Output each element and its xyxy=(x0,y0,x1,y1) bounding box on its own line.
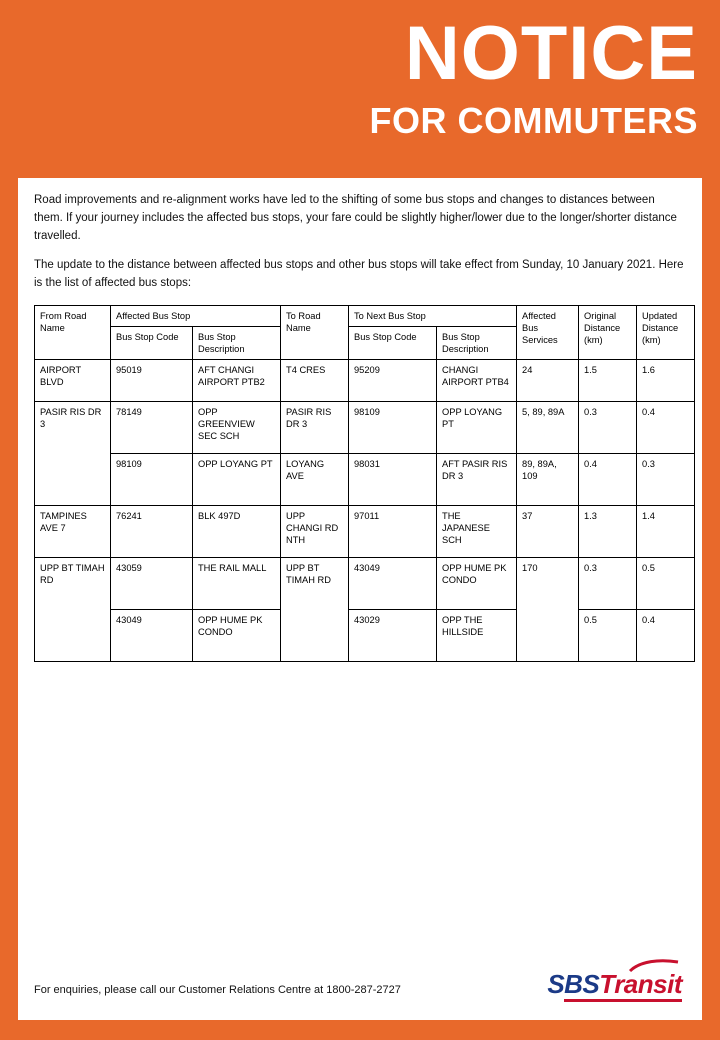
table-body xyxy=(35,360,695,662)
cell-bus-stop-code-1: 98109 xyxy=(111,454,193,506)
cell-to-road-name: PASIR RIS DR 3 xyxy=(281,402,349,454)
logo-transit-text: Transit xyxy=(599,969,682,999)
cell-bus-stop-code-2: 98109 xyxy=(349,402,437,454)
cell-bus-stop-description-2: AFT PASIR RIS DR 3 xyxy=(437,454,517,506)
table-header-row-1 xyxy=(35,306,695,327)
cell-to-road-name: LOYANG AVE xyxy=(281,454,349,506)
header-bus-stop-description-1: Bus Stop Description xyxy=(193,327,281,360)
cell-bus-stop-description-1: OPP GREENVIEW SEC SCH xyxy=(193,402,281,454)
cell-bus-stop-code-2: 43029 xyxy=(349,610,437,662)
header-to-road-name: To Road Name xyxy=(281,306,349,360)
cell-updated-distance: 0.4 xyxy=(637,610,695,662)
cell-original-distance: 0.5 xyxy=(579,610,637,662)
logo-sbs-text: SBS xyxy=(547,969,600,999)
sbs-transit-logo xyxy=(547,959,682,1002)
header-from-road-name: From Road Name xyxy=(35,306,111,360)
table-row xyxy=(35,454,695,506)
cell-bus-stop-description-1: OPP LOYANG PT xyxy=(193,454,281,506)
cell-bus-stop-description-1: BLK 497D xyxy=(193,506,281,558)
header-original-distance: Original Distance (km) xyxy=(579,306,637,360)
cell-updated-distance: 0.3 xyxy=(637,454,695,506)
table-row xyxy=(35,610,695,662)
cell-bus-stop-code-1: 95019 xyxy=(111,360,193,402)
cell-bus-stop-description-2: CHANGI AIRPORT PTB4 xyxy=(437,360,517,402)
cell-from-road-name: TAMPINES AVE 7 xyxy=(35,506,111,558)
cell-bus-stop-code-2: 43049 xyxy=(349,558,437,610)
cell-to-road-name: UPP BT TIMAH RD xyxy=(281,558,349,662)
cell-affected-bus-services: 24 xyxy=(517,360,579,402)
cell-affected-bus-services: 170 xyxy=(517,558,579,662)
enquiries-text: For enquiries, please call our Customer Relations Centre at 1800-287-2727 xyxy=(34,984,401,996)
cell-bus-stop-description-2: OPP THE HILLSIDE xyxy=(437,610,517,662)
cell-original-distance: 1.5 xyxy=(579,360,637,402)
table-row xyxy=(35,360,695,402)
cell-bus-stop-description-1: THE RAIL MALL xyxy=(193,558,281,610)
affected-bus-stops-table xyxy=(34,305,695,662)
cell-bus-stop-code-1: 78149 xyxy=(111,402,193,454)
cell-bus-stop-code-2: 97011 xyxy=(349,506,437,558)
cell-bus-stop-description-1: AFT CHANGI AIRPORT PTB2 xyxy=(193,360,281,402)
cell-to-road-name: UPP CHANGI RD NTH xyxy=(281,506,349,558)
logo-underline xyxy=(564,999,682,1002)
cell-bus-stop-code-2: 98031 xyxy=(349,454,437,506)
cell-bus-stop-description-2: OPP LOYANG PT xyxy=(437,402,517,454)
table-row xyxy=(35,402,695,454)
header-bus-stop-code-2: Bus Stop Code xyxy=(349,327,437,360)
cell-original-distance: 1.3 xyxy=(579,506,637,558)
notice-sheet xyxy=(18,178,702,1020)
cell-updated-distance: 0.4 xyxy=(637,402,695,454)
cell-from-road-name: PASIR RIS DR 3 xyxy=(35,402,111,506)
cell-original-distance: 0.4 xyxy=(579,454,637,506)
cell-affected-bus-services: 37 xyxy=(517,506,579,558)
header-updated-distance: Updated Distance (km) xyxy=(637,306,695,360)
header-bus-stop-code-1: Bus Stop Code xyxy=(111,327,193,360)
cell-bus-stop-code-1: 76241 xyxy=(111,506,193,558)
cell-original-distance: 0.3 xyxy=(579,402,637,454)
cell-updated-distance: 0.5 xyxy=(637,558,695,610)
cell-affected-bus-services: 89, 89A, 109 xyxy=(517,454,579,506)
cell-updated-distance: 1.6 xyxy=(637,360,695,402)
cell-bus-stop-code-2: 95209 xyxy=(349,360,437,402)
header-affected-bus-services: Affected Bus Services xyxy=(517,306,579,360)
cell-bus-stop-description-1: OPP HUME PK CONDO xyxy=(193,610,281,662)
intro-paragraph-1: Road improvements and re-alignment works have led to the shifting of some bus stops and changes to distances between them. If your journey includes the affected bus stops, your fare could be slightly higher/lower due to the longer/shorter distance travelled. xyxy=(34,194,677,242)
cell-to-road-name: T4 CRES xyxy=(281,360,349,402)
header-bus-stop-description-2: Bus Stop Description xyxy=(437,327,517,360)
cell-bus-stop-code-1: 43049 xyxy=(111,610,193,662)
table-row xyxy=(35,558,695,610)
page-title: NOTICE xyxy=(404,11,698,96)
table-row xyxy=(35,506,695,558)
header-group-to-next-bus-stop: To Next Bus Stop xyxy=(349,306,517,327)
table-header xyxy=(35,306,695,360)
intro-paragraph-2: The update to the distance between affected bus stops and other bus stops will take effect from Sunday, 10 January 2021. Here is the list of affected bus stops: xyxy=(34,259,684,290)
notice-footer xyxy=(34,962,686,1002)
notice-header xyxy=(0,0,720,147)
cell-updated-distance: 1.4 xyxy=(637,506,695,558)
cell-from-road-name: AIRPORT BLVD xyxy=(35,360,111,402)
cell-affected-bus-services: 5, 89, 89A xyxy=(517,402,579,454)
cell-bus-stop-description-2: OPP HUME PK CONDO xyxy=(437,558,517,610)
cell-from-road-name: UPP BT TIMAH RD xyxy=(35,558,111,662)
cell-bus-stop-description-2: THE JAPANESE SCH xyxy=(437,506,517,558)
page-subtitle: FOR COMMUTERS xyxy=(369,100,698,142)
header-group-affected-bus-stop: Affected Bus Stop xyxy=(111,306,281,327)
cell-bus-stop-code-1: 43059 xyxy=(111,558,193,610)
cell-original-distance: 0.3 xyxy=(579,558,637,610)
